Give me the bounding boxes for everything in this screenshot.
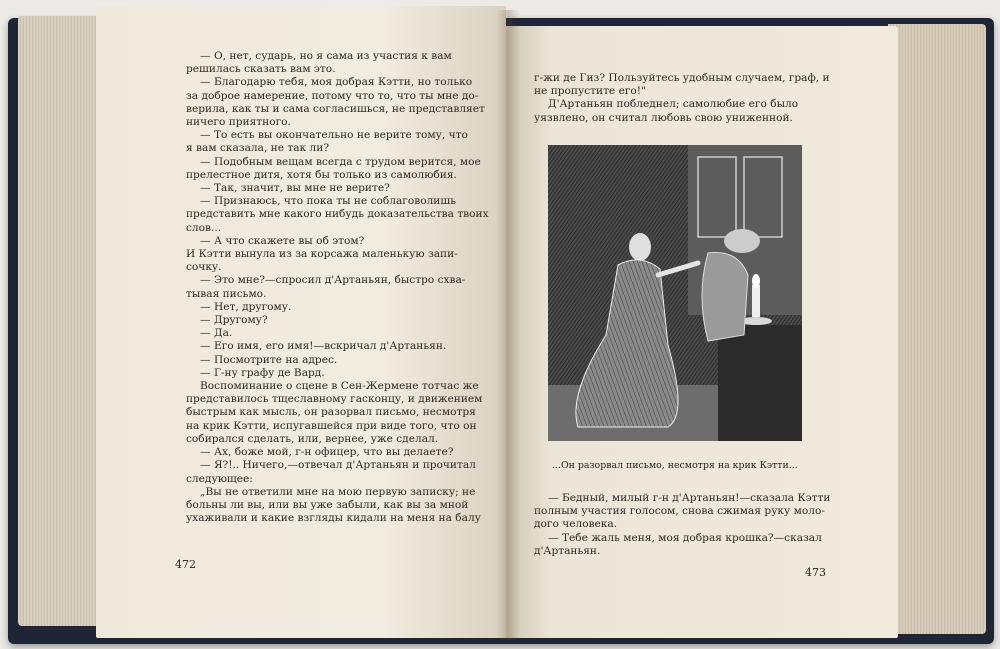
text-line: прелестное дитя, хотя бы только из самолюбия. (186, 168, 457, 181)
text-line: слов... (186, 221, 222, 234)
right-page-top-text (534, 72, 844, 125)
text-line: не пропустите его!" (534, 85, 646, 98)
text-line: — Г-ну графу де Вард. (200, 366, 325, 379)
text-line: — Да. (200, 327, 233, 340)
text-line: „Вы не ответили мне на мою первую записку; не (200, 485, 476, 498)
text-line: я вам сказала, не так ли? (186, 142, 330, 155)
text-line: — Благодарю тебя, моя добрая Кэтти, но только (200, 76, 473, 89)
right-page-bottom-text (534, 492, 844, 558)
text-line: решилась сказать вам это. (186, 63, 336, 76)
text-line: — Посмотрите на адрес. (200, 353, 338, 366)
right-page-edges (888, 24, 986, 634)
text-line: ничего приятного. (186, 116, 291, 129)
text-line: тывая письмо. (186, 287, 267, 300)
engraving-drawing (548, 145, 802, 441)
text-line: — О, нет, сударь, но я сама из участия к вам (200, 50, 452, 62)
text-line: представилось тщеславному гасконцу, и движением (186, 393, 483, 406)
text-line: полным участия голосом, снова сжимая руку моло- (534, 505, 825, 518)
text-line: д'Артаньян. (534, 544, 601, 557)
text-line: — Другому? (200, 314, 268, 327)
page-number-left: 472 (175, 558, 196, 571)
text-line: собирался сделать, или, вернее, уже сделал. (186, 432, 439, 445)
illustration-caption: ...Он разорвал письмо, несмотря на крик Кэтти... (552, 460, 798, 471)
text-line: — Бедный, милый г-н д'Артаньян!—сказала Кэтти (548, 492, 831, 504)
text-line: — Это мне?—спросил д'Артаньян, быстро схва- (200, 274, 466, 287)
text-line: следующее: (186, 472, 253, 485)
text-line: быстрым как мысль, он разорвал письмо, несмотря (186, 406, 476, 419)
text-line: представить мне какого нибудь доказательства твоих (186, 208, 489, 221)
text-line: г-жи де Гиз? Пользуйтесь удобным случаем, граф, и (534, 72, 830, 84)
text-line: верила, как ты и сама согласишься, не представляет (186, 102, 485, 115)
text-line: дого человека. (534, 518, 618, 531)
text-line: — Его имя, его имя!—вскричал д'Артаньян. (200, 340, 447, 353)
text-line: — А что скажете вы об этом? (200, 234, 365, 247)
text-line: уязвлено, он считал любовь свою униженной. (534, 111, 793, 124)
text-line: И Кэтти вынула из за корсажа маленькую запи- (186, 248, 458, 261)
text-line: — Так, значит, вы мне не верите? (200, 182, 390, 195)
text-line: больны ли вы, или вы уже забыли, как вы за мной (186, 498, 469, 511)
book-gutter (496, 10, 520, 640)
text-line: ухаживали и какие взгляды кидали на меня на балу (186, 512, 481, 525)
text-line: — Тебе жаль меня, моя добрая крошка?—сказал (548, 531, 822, 544)
text-line: — Признаюсь, что пока ты не соблаговолишь (200, 195, 456, 208)
text-line: сочку. (186, 261, 222, 274)
text-line: — То есть вы окончательно не верите тому, что (200, 129, 468, 142)
text-line: — Нет, другому. (200, 300, 292, 313)
engraving-illustration (548, 145, 802, 441)
text-line: Воспоминание о сцене в Сен-Жермене тотчас же (200, 380, 479, 393)
text-line: Д'Артаньян побледнел; самолюбие его было (548, 98, 799, 111)
text-line: — Я?!.. Ничего,—отвечал д'Артаньян и прочитал (200, 459, 476, 472)
left-page-text (186, 50, 489, 525)
text-line: за доброе намерение, потому что то, что ты мне до- (186, 89, 479, 102)
text-line: — Ах, боже мой, г-н офицер, что вы делаете? (200, 446, 454, 459)
text-line: — Подобным вещам всегда с трудом верится, мое (200, 155, 481, 168)
page-number-right: 473 (805, 566, 826, 579)
text-line: на крик Кэтти, испугавшейся при виде того, что он (186, 419, 477, 432)
